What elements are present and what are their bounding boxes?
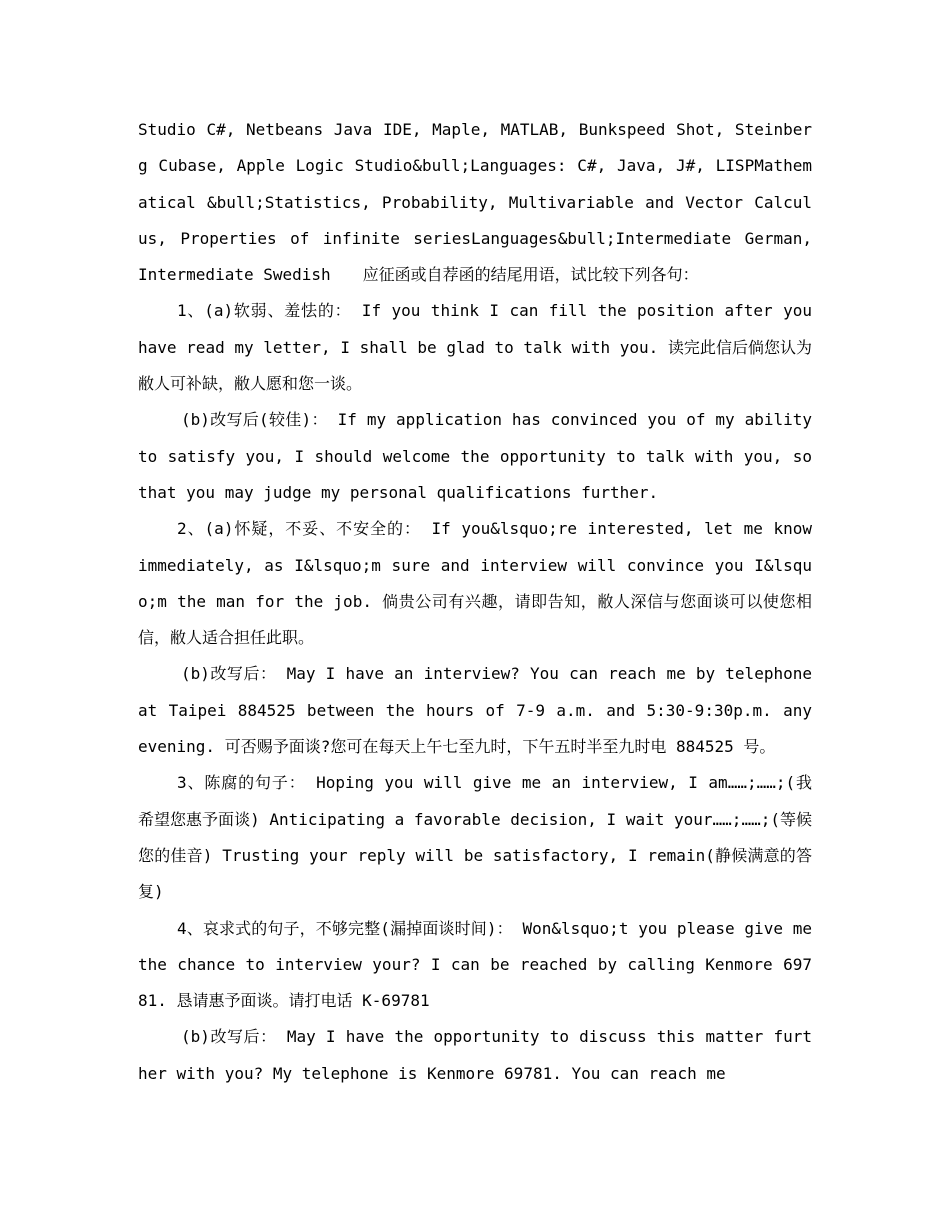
paragraph-item-1a: 1、(a)软弱、羞怯的： If you think I can fill the position after you have read my letter, I shall be glad to talk with you. 读完此信后倘您认为敝人可补缺，敝人愿和您一谈。: [138, 301, 812, 394]
paragraph-item-4b: (b)改写后： May I have the opportunity to discuss this matter further with you? My telephone is Kenmore 69781. You can reach me: [138, 1027, 812, 1083]
paragraph-item-4a: 4、哀求式的句子，不够完整(漏掉面谈时间)： Won&lsquo;t you please give me the chance to interview your? I can be reached by calling Kenmore 69781. 恳请惠予面谈。请打电话 K-69781: [138, 918, 812, 1011]
document-page: [138, 112, 812, 1092]
paragraph-item-2b: (b)改写后： May I have an interview? You can reach me by telephone at Taipei 884525 between the hours of 7-9 a.m. and 5:30-9:30p.m. any evening. 可否赐予面谈?您可在每天上午七至九时，下午五时半至九时电 884525 号。: [138, 664, 812, 757]
paragraph-skills-list: Studio C#, Netbeans Java IDE, Maple, MATLAB, Bunkspeed Shot, Steinberg Cubase, Apple Logic Studio&bull;Languages: C#, Java, J#, LISPMathematical &bull;Statistics, Probability, Multivariable and Vector Calculus, Properties of infinite seriesLanguages&bull;Intermediate German, Intermediate Swedish 应征函或自荐函的结尾用语，试比较下列各句：: [138, 120, 812, 285]
paragraph-item-1b: (b)改写后(较佳)： If my application has convinced you of my ability to satisfy you, I should welcome the opportunity to talk with you, so that you may judge my personal qualifications further.: [138, 410, 812, 502]
paragraph-item-2a: 2、(a)怀疑，不妥、不安全的： If you&lsquo;re interested, let me know immediately, as I&lsquo;m sure and interview will convince you I&lsquo;m the man for the job. 倘贵公司有兴趣，请即告知，敝人深信与您面谈可以使您相信，敝人适合担任此职。: [138, 519, 812, 648]
paragraph-item-3: 3、陈腐的句子： Hoping you will give me an interview, I am……;……;(我希望您惠予面谈) Anticipating a favorable decision, I wait your……;……;(等候您的佳音) Trusting your reply will be satisfactory, I remain(静候满意的答复): [138, 773, 812, 902]
